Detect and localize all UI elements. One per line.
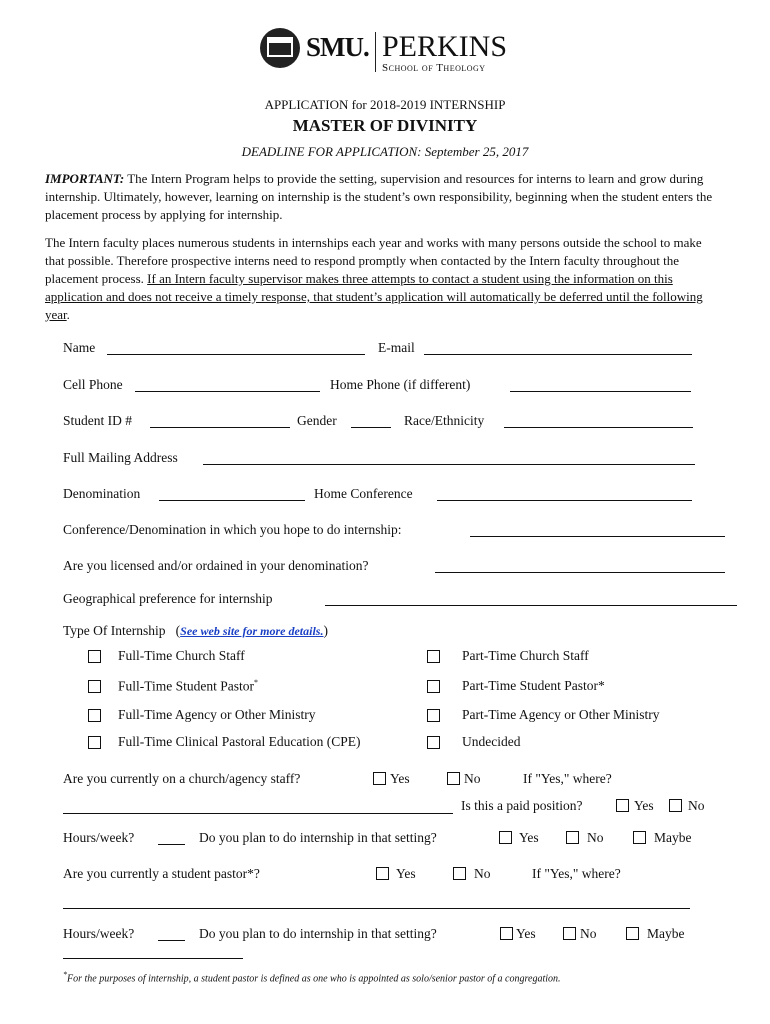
paid-question: Is this a paid position?: [461, 798, 583, 813]
link-close: ): [323, 623, 328, 638]
smu-perkins-logo: [260, 26, 520, 78]
conf-denom-label: Conference/Denomination in which you hope to do internship:: [63, 522, 402, 537]
pt-pastor-checkbox[interactable]: [427, 680, 440, 693]
ft-pastor-text: Full-Time Student Pastor: [118, 678, 255, 694]
student-id-label: Student ID #: [63, 413, 132, 428]
home-conference-label: Home Conference: [314, 486, 413, 501]
pastor-plan-no-label: No: [580, 926, 597, 941]
geo-label: Geographical preference for internship: [63, 591, 273, 606]
gender-label: Gender: [297, 413, 337, 428]
geo-field[interactable]: [325, 605, 737, 606]
footnote-mark: *: [63, 970, 67, 979]
ft-cpe-label: Full-Time Clinical Pastoral Education (CPE): [118, 734, 361, 749]
race-label: Race/Ethnicity: [404, 413, 485, 428]
deadline-text: DEADLINE FOR APPLICATION: September 25, 2017: [241, 144, 529, 159]
race-field[interactable]: [504, 427, 693, 428]
email-field[interactable]: [424, 354, 692, 355]
staff-plan-yes-label: Yes: [519, 830, 539, 845]
pastor-where-field[interactable]: [63, 908, 690, 909]
paid-no-label: No: [688, 798, 705, 813]
staff-plan-maybe-label: Maybe: [654, 830, 692, 845]
important-label: IMPORTANT:: [45, 171, 125, 186]
ft-agency-checkbox[interactable]: [88, 709, 101, 722]
paid-yes-label: Yes: [634, 798, 654, 813]
pastor-plan-yes-label: Yes: [516, 926, 536, 941]
staff-no-checkbox[interactable]: [447, 772, 460, 785]
ft-pastor-checkbox[interactable]: [88, 680, 101, 693]
footnote-text: For the purposes of internship, a student pastor is defined as one who is appointed as solo/senior pastor of a congregation.: [67, 973, 561, 985]
pt-pastor-label: Part-Time Student Pastor*: [462, 678, 605, 693]
intern-faculty-paragraph: [45, 234, 723, 324]
licensed-label: Are you licensed and/or ordained in your denomination?: [63, 558, 369, 573]
staff-where-field[interactable]: [63, 813, 453, 814]
pt-agency-checkbox[interactable]: [427, 709, 440, 722]
licensed-field[interactable]: [435, 572, 725, 573]
internship-type-label: [63, 623, 328, 639]
ft-pastor-label: [118, 678, 258, 695]
conf-denom-field[interactable]: [470, 536, 725, 537]
pt-church-label: Part-Time Church Staff: [462, 648, 589, 663]
pastor-no-checkbox[interactable]: [453, 867, 466, 880]
pastor-hours-field[interactable]: [158, 940, 185, 941]
staff-plan-no-checkbox[interactable]: [566, 831, 579, 844]
footnote-divider: [63, 958, 243, 959]
para2-underlined: If an Intern faculty supervisor makes three attempts to contact a student using the information on this application and does not receive a timely response, that student’s application will automatically be deferred until the following year: [45, 271, 703, 322]
ft-agency-label: Full-Time Agency or Other Ministry: [118, 707, 316, 722]
staff-plan-yes-checkbox[interactable]: [499, 831, 512, 844]
staff-plan-maybe-checkbox[interactable]: [633, 831, 646, 844]
cell-phone-label: Cell Phone: [63, 377, 123, 392]
undecided-label: Undecided: [462, 734, 521, 749]
ft-cpe-checkbox[interactable]: [88, 736, 101, 749]
internship-type-text: Type Of Internship: [63, 623, 166, 638]
staff-yes-label: Yes: [390, 771, 410, 786]
ft-church-label: Full-Time Church Staff: [118, 648, 245, 663]
important-text: The Intern Program helps to provide the setting, supervision and resources for interns to learn and grow during internship. Ultimately, however, learning on internship is the student’s own responsibility, beginning when the student enters the placement process by applying for internship.: [45, 171, 713, 222]
pastor-where-label: If "Yes," where?: [532, 866, 621, 881]
undecided-checkbox[interactable]: [427, 736, 440, 749]
logo-school-text: School of Theology: [382, 62, 486, 74]
pastor-no-label: No: [474, 866, 491, 881]
home-conference-field[interactable]: [437, 500, 692, 501]
name-label: Name: [63, 340, 96, 355]
pastor-plan-no-checkbox[interactable]: [563, 927, 576, 940]
pastor-plan-maybe-label: Maybe: [647, 926, 685, 941]
important-paragraph: [45, 170, 723, 224]
degree-title: MASTER OF DIVINITY: [292, 116, 478, 135]
ft-church-checkbox[interactable]: [88, 650, 101, 663]
para2-text: The Intern faculty places numerous students in internships each year and works with many persons outside the school to make that possible. Therefore prospective interns need to respond promptly when contacted by the Intern faculty throughout the placement process.: [45, 235, 702, 286]
application-title: APPLICATION for 2018-2019 INTERNSHIP: [264, 97, 506, 112]
logo-divider: [375, 32, 376, 72]
cell-phone-field[interactable]: [135, 391, 320, 392]
denomination-field[interactable]: [159, 500, 305, 501]
pastor-yes-label: Yes: [396, 866, 416, 881]
website-details-link[interactable]: See web site for more details.: [180, 624, 324, 638]
logo-smu-text: SMU.: [306, 32, 369, 62]
staff-hours-label: Hours/week?: [63, 830, 135, 845]
pastor-question: Are you currently a student pastor*?: [63, 866, 260, 881]
footnote: [63, 970, 561, 984]
paid-no-checkbox[interactable]: [669, 799, 682, 812]
home-phone-label: Home Phone (if different): [330, 377, 471, 392]
staff-yes-checkbox[interactable]: [373, 772, 386, 785]
staff-plan-no-label: No: [587, 830, 604, 845]
email-label: E-mail: [378, 340, 415, 355]
para2-end: .: [66, 307, 70, 322]
staff-hours-field[interactable]: [158, 844, 185, 845]
denomination-label: Denomination: [63, 486, 141, 501]
staff-plan-question: Do you plan to do internship in that setting?: [199, 830, 437, 845]
logo-perkins-text: PERKINS: [382, 30, 508, 63]
staff-where-label: If "Yes," where?: [523, 771, 612, 786]
pastor-plan-yes-checkbox[interactable]: [500, 927, 513, 940]
home-phone-field[interactable]: [510, 391, 691, 392]
name-field[interactable]: [107, 354, 365, 355]
link-open: (: [175, 623, 181, 638]
pastor-yes-checkbox[interactable]: [376, 867, 389, 880]
pastor-plan-question: Do you plan to do internship in that setting?: [199, 926, 437, 941]
pastor-hours-label: Hours/week?: [63, 926, 135, 941]
smu-seal-icon: [260, 28, 300, 68]
staff-question: Are you currently on a church/agency staff?: [63, 771, 301, 786]
pt-church-checkbox[interactable]: [427, 650, 440, 663]
pastor-plan-maybe-checkbox[interactable]: [626, 927, 639, 940]
address-field[interactable]: [203, 464, 695, 465]
paid-yes-checkbox[interactable]: [616, 799, 629, 812]
pt-agency-label: Part-Time Agency or Other Ministry: [462, 707, 660, 722]
address-label: Full Mailing Address: [63, 450, 178, 465]
ft-pastor-asterisk: *: [254, 678, 259, 687]
staff-no-label: No: [464, 771, 481, 786]
student-id-field[interactable]: [150, 427, 290, 428]
gender-field[interactable]: [351, 427, 391, 428]
